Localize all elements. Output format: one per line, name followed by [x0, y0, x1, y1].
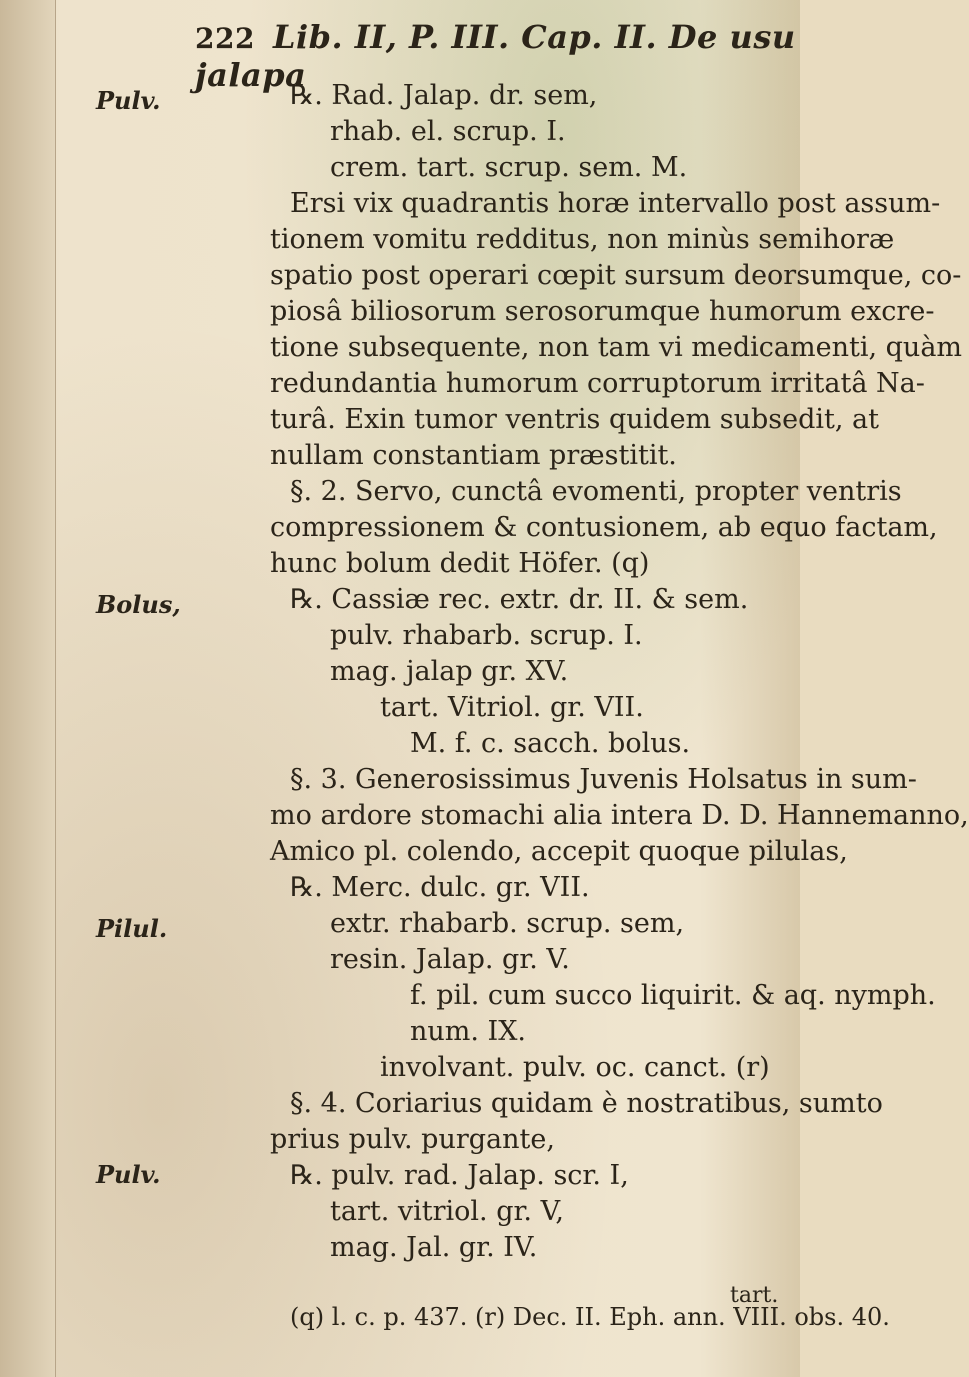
catchword: tart.	[730, 1283, 779, 1308]
margin-label-bolus: Bolus,	[96, 590, 181, 619]
text-line: §. 4. Coriarius quidam è nostratibus, sumto	[290, 1088, 883, 1119]
text-line: mag. Jal. gr. IV.	[330, 1232, 538, 1263]
text-line: nullam constantiam præstitit.	[270, 440, 677, 471]
text-line: resin. Jalap. gr. V.	[330, 944, 570, 975]
text-line: tione subsequente, non tam vi medicamenti, quàm	[270, 332, 963, 363]
text-line: redundantia humorum corruptorum irritatâ Na-	[270, 368, 925, 399]
text-line: Amico pl. colendo, accepit quoque pilulas,	[270, 836, 848, 867]
text-line: mag. jalap gr. XV.	[330, 656, 569, 687]
text-line: pulv. rhabarb. scrup. I.	[330, 620, 643, 651]
margin-label-pilul: Pilul.	[96, 914, 168, 943]
text-line: hunc bolum dedit Höfer. (q)	[270, 548, 650, 579]
text-line: §. 3. Generosissimus Juvenis Holsatus in sum-	[290, 764, 917, 795]
text-line: ℞. Merc. dulc. gr. VII.	[290, 872, 590, 903]
text-line: mo ardore stomachi alia intera D. D. Hannemanno,	[270, 800, 969, 831]
text-line: ℞. Cassiæ rec. extr. dr. II. & sem.	[290, 584, 749, 615]
text-line: prius pulv. purgante,	[270, 1124, 555, 1155]
text-line: rhab. el. scrup. I.	[330, 116, 566, 147]
text-line: compressionem & contusionem, ab equo factam,	[270, 512, 938, 543]
text-line: Ersi vix quadrantis horæ intervallo post assum-	[290, 188, 941, 219]
page-number: 222	[195, 22, 255, 55]
text-line: tionem vomitu redditus, non minùs semihoræ	[270, 224, 895, 255]
footnote: (q) l. c. p. 437. (r) Dec. II. Eph. ann. VIII. obs. 40.	[290, 1303, 890, 1331]
text-line: tart. Vitriol. gr. VII.	[380, 692, 644, 723]
text-line: crem. tart. scrup. sem. M.	[330, 152, 688, 183]
text-line: piosâ biliosorum serosorumque humorum excre-	[270, 296, 935, 327]
text-line: spatio post operari cœpit sursum deorsumque, co-	[270, 260, 962, 291]
text-line: M. f. c. sacch. bolus.	[410, 728, 691, 759]
text-line: ℞. Rad. Jalap. dr. sem,	[290, 80, 598, 111]
text-line: ℞. pulv. rad. Jalap. scr. I,	[290, 1160, 629, 1191]
text-line: extr. rhabarb. scrup. sem,	[330, 908, 685, 939]
running-title: Lib. II, P. III. Cap. II. De usu jalapa	[195, 18, 796, 94]
margin-label-pulv-2: Pulv.	[96, 1160, 161, 1189]
page-gutter	[0, 0, 56, 1377]
text-line: §. 2. Servo, cunctâ evomenti, propter ventris	[290, 476, 902, 507]
text-line: f. pil. cum succo liquirit. & aq. nymph.	[410, 980, 936, 1011]
text-line: num. IX.	[410, 1016, 527, 1047]
text-line: involvant. pulv. oc. canct. (r)	[380, 1052, 770, 1083]
text-line: tart. vitriol. gr. V,	[330, 1196, 564, 1227]
margin-label-pulv: Pulv.	[96, 86, 161, 115]
main-text	[270, 78, 969, 1266]
text-line: turâ. Exin tumor ventris quidem subsedit, at	[270, 404, 879, 435]
